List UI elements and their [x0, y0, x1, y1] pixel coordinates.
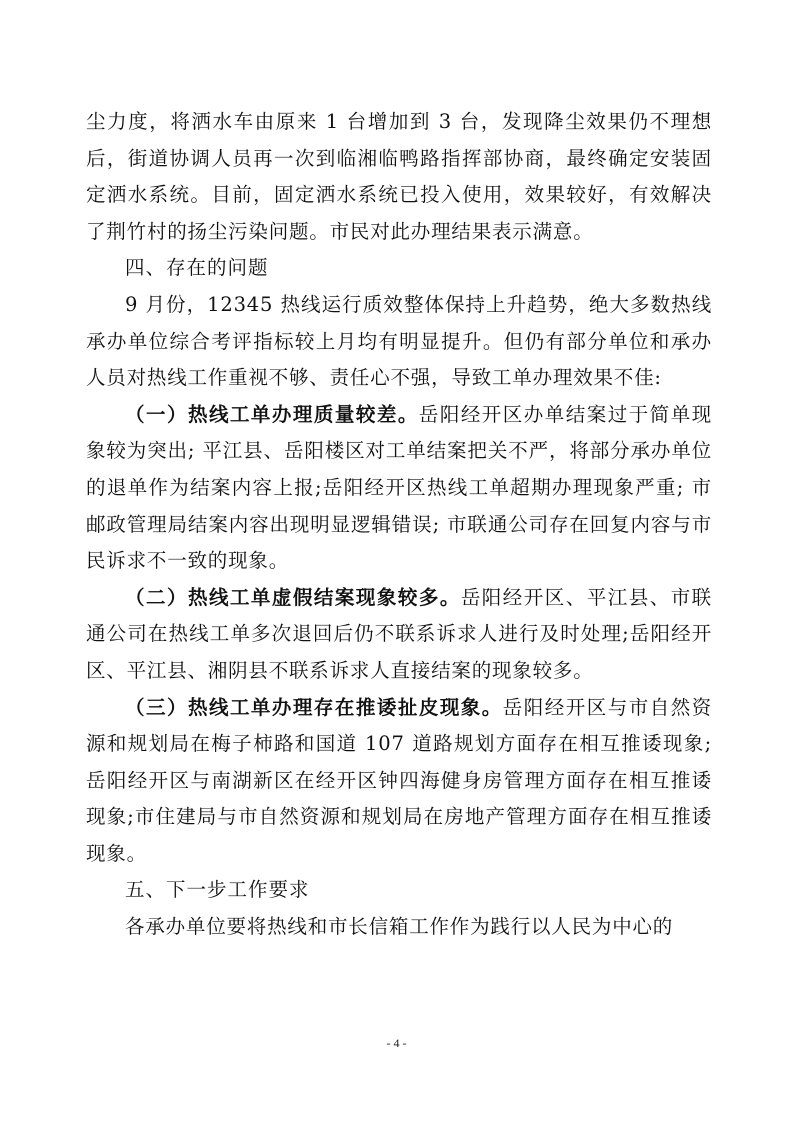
problems-intro-paragraph: 9 月份，12345 热线运行质效整体保持上升趋势，绝大多数热线承办单位综合考评指标较上月均有明显提升。但仍有部分单位和承办人员对热线工作重视不够、责任心不强，导致工单办理效果不佳: [86, 292, 712, 390]
next-steps-intro-paragraph: 各承办单位要将热线和市长信箱工作作为践行以人民为中心的 [125, 915, 674, 939]
section-heading-problems: 四、存在的问题 [125, 256, 269, 280]
problem-item-1-title: （一）热线工单办理质量较差。 [125, 402, 419, 426]
problem-item-2-title: （二）热线工单虚假结案现象较多。 [125, 585, 461, 609]
continuation-paragraph: 尘力度，将洒水车由原来 1 台增加到 3 台，发现降尘效果仍不理想后，街道协调人员再一次到临湘临鸭路指挥部协商，最终确定安装固定洒水系统。目前，固定洒水系统已投入使用，效果较好，有效解决了荆竹村的扬尘污染问题。市民对此办理结果表示满意。 [86, 110, 712, 243]
section-heading-next-steps: 五、下一步工作要求 [125, 878, 310, 902]
problem-item-3-title: （三）热线工单办理存在推诿扯皮现象。 [125, 695, 503, 719]
page-number: - 4 - [386, 1036, 407, 1050]
problem-item-1 [86, 397, 712, 580]
problem-item-2-body: 岳阳经开区、平江县、市联通公司在热线工单多次退回后仍不联系诉求人进行及时处理;岳阳经开区、平江县、湘阴县不联系诉求人直接结案的现象较多。 [86, 585, 712, 682]
document-page [86, 104, 712, 946]
problem-item-2 [86, 580, 712, 690]
problem-item-1-body: 岳阳经开区办单结案过于简单现象较为突出; 平江县、岳阳楼区对工单结案把关不严，将部分承办单位的退单作为结案内容上报;岳阳经开区热线工单超期办理现象严重; 市邮政管理局结案内容出现明显逻辑错误; 市联通公司存在回复内容与市民诉求不一致的现象。 [86, 402, 712, 573]
problem-item-3-body: 岳阳经开区与市自然资源和规划局在梅子柿路和国道 107 道路规划方面存在相互推诿现象;岳阳经开区与南湖新区在经开区钟四海健身房管理方面存在相互推诿现象;市住建局与市自然资源和规划局在房地产管理方面存在相互推诿现象。 [86, 695, 712, 865]
problem-item-3 [86, 690, 712, 873]
